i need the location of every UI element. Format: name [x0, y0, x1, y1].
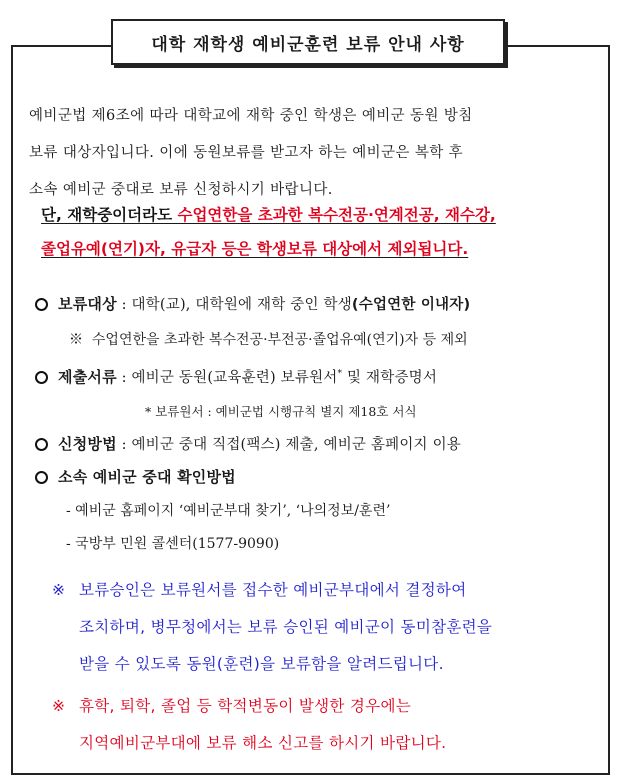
item-text-2: 및 재학증명서 [342, 370, 438, 386]
circle-bullet-icon [35, 471, 48, 484]
circle-bullet-icon [35, 438, 48, 451]
title-text: 대학 재학생 예비군훈련 보류 안내 사항 [151, 34, 465, 55]
status-change-line: 휴학, 퇴학, 졸업 등 학적변동이 발생한 경우에는 [79, 697, 412, 715]
intro-paragraph [29, 98, 599, 209]
item-label: 제출서류 [58, 368, 117, 386]
intro-line: 소속 예비군 중대로 보류 신청하시기 바랍니다. [29, 182, 333, 198]
item-text: : 대학(교), 대학원에 재학 중인 학생 [116, 297, 352, 313]
reference-mark-icon: ※ [52, 697, 66, 715]
status-change-line: 지역예비군부대에 보류 해소 신고를 하시기 바랍니다. [79, 734, 447, 752]
approval-note [52, 572, 602, 683]
intro-line: 예비군법 제6조에 따라 대학교에 재학 중인 학생은 예비군 동원 방침 [29, 108, 473, 124]
reference-mark-icon: ※ [52, 581, 66, 599]
notice-line-1 [41, 198, 601, 232]
item-label: 보류대상 [58, 295, 117, 313]
confirm-line: - 국방부 민원 콜센터(1577-9090) [66, 536, 280, 552]
item-text: : 예비군 중대 직접(팩스) 제출, 예비군 홈페이지 이용 [116, 437, 461, 453]
note-text: 수업연한을 초과한 복수전공·부전공·졸업유예(연기)자 등 제외 [91, 332, 468, 348]
notice-prefix: 단, 재학중이더라도 [41, 206, 178, 224]
item-bold-text: (수업연한 이내자) [351, 297, 471, 313]
circle-bullet-icon [35, 371, 48, 384]
notice-red-text: 수업연한을 초과한 복수전공·연계전공, 재수강, [177, 206, 496, 224]
page-title [111, 19, 505, 65]
status-change-note [52, 688, 602, 762]
confirm-line: - 예비군 홈페이지 ‘예비군부대 찾기’, ‘나의정보/훈련’ [66, 503, 391, 519]
item-docs-note: * 보류원서 : 예비군법 시행규칙 별지 제18호 서식 [145, 404, 417, 419]
exclusion-notice [41, 198, 601, 266]
approval-line: 조치하며, 병무청에서는 보류 승인된 예비군이 동미참훈련을 [79, 618, 493, 636]
approval-line: 보류승인은 보류원서를 접수한 예비군부대에서 결정하여 [79, 581, 467, 599]
item-target [35, 293, 470, 314]
reference-mark-icon: ※ [69, 332, 83, 348]
approval-line: 받을 수 있도록 동원(훈련)을 보류함을 알려드립니다. [79, 655, 444, 673]
item-docs [35, 366, 437, 387]
item-confirm [35, 466, 236, 487]
item-target-note [69, 329, 468, 349]
item-label: 신청방법 [58, 435, 117, 453]
intro-line: 보류 대상자입니다. 이에 동원보류를 받고자 하는 예비군은 복학 후 [29, 145, 464, 161]
notice-line-2: 졸업유예(연기)자, 유급자 등은 학생보류 대상에서 제외됩니다. [41, 240, 469, 258]
footnote-mark: * [337, 369, 343, 380]
item-method [35, 433, 461, 454]
item-label: 소속 예비군 중대 확인방법 [58, 468, 236, 486]
item-text: : 예비군 동원(교육훈련) 보류원서 [116, 370, 338, 386]
circle-bullet-icon [35, 298, 48, 311]
